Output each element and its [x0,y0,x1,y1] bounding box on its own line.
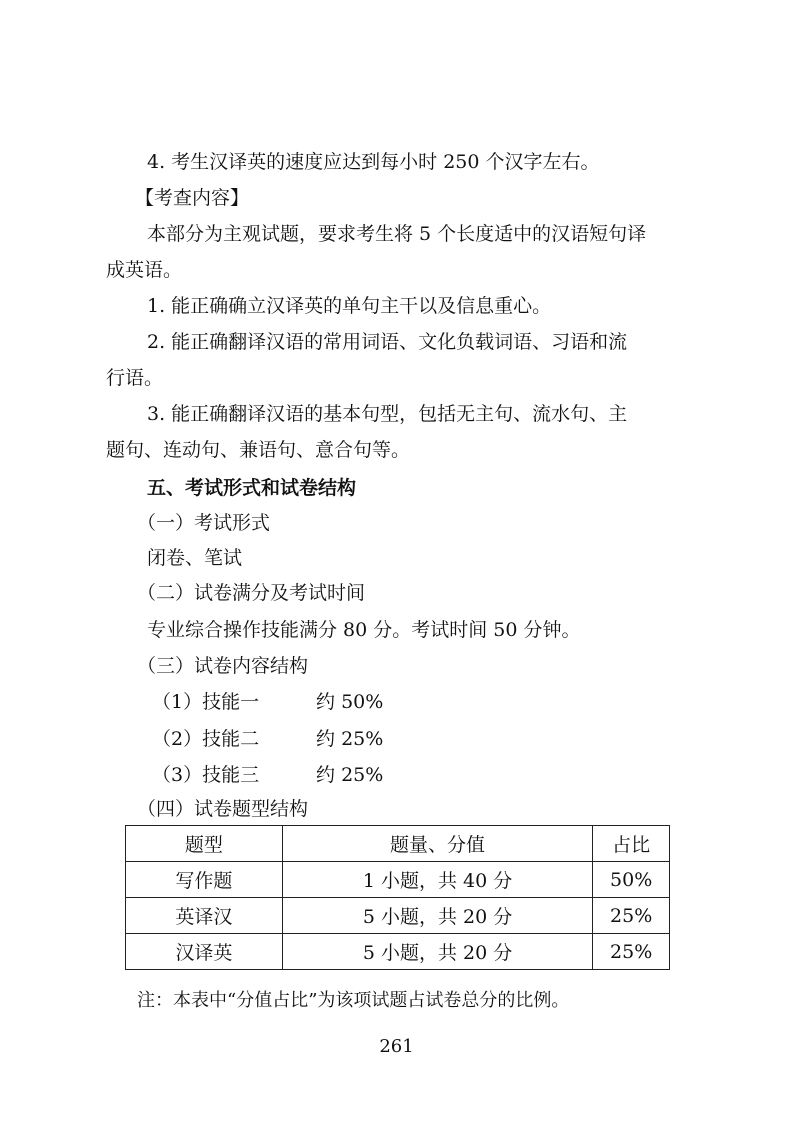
table-header-cell: 题型 [126,826,283,862]
subsection-1-text: 闭卷、笔试 [147,547,243,569]
table-cell: 5 小题，共 20 分 [282,934,593,970]
paragraph-speed: 4. 考生汉译英的速度应达到每小时 250 个汉字左右。 [147,151,600,173]
table-cell: 50% [593,862,670,898]
content-item-value: 约 50% [316,691,384,713]
content-item-1 [152,690,383,714]
paragraph-intro-line1: 本部分为主观试题，要求考生将 5 个长度适中的汉语短句译 [147,223,647,245]
paragraph-intro-line2: 成英语。 [106,259,183,281]
table-row [126,934,670,970]
subsection-2-title: （二）试卷满分及考试时间 [137,582,366,604]
table-header-cell: 题量、分值 [282,826,593,862]
table-cell: 25% [593,934,670,970]
table-cell: 1 小题，共 40 分 [282,862,593,898]
section-title: 五、考试形式和试卷结构 [147,477,357,499]
heading-exam-content: 【考查内容】 [135,187,250,209]
paragraph-item-1: 1. 能正确确立汉译英的单句主干以及信息重心。 [147,295,552,317]
table-header-row [126,826,670,862]
paragraph-item-3-line1: 3. 能正确翻译汉语的基本句型，包括无主句、流水句、主 [147,403,628,425]
content-item-value: 约 25% [316,764,384,786]
content-item-label: （3）技能三 [152,764,260,786]
subsection-1-title: （一）考试形式 [137,512,271,534]
question-type-table [125,825,670,970]
table-note: 注：本表中“分值占比”为该项试题占试卷总分的比例。 [137,990,570,1011]
content-item-value: 约 25% [316,728,384,750]
paragraph-item-2-line1: 2. 能正确翻译汉语的常用词语、文化负载词语、习语和流 [147,331,628,353]
paragraph-item-3-line2: 题句、连动句、兼语句、意合句等。 [106,439,411,461]
table-cell: 5 小题，共 20 分 [282,898,593,934]
table-header-cell: 占比 [593,826,670,862]
content-item-label: （2）技能二 [152,728,260,750]
paragraph-item-2-line2: 行语。 [106,367,164,389]
page-number: 261 [379,1036,414,1057]
table-cell: 写作题 [126,862,283,898]
content-item-2 [152,727,383,751]
table-cell: 汉译英 [126,934,283,970]
table-row [126,898,670,934]
table-cell: 25% [593,898,670,934]
subsection-4-title: （四）试卷题型结构 [137,798,309,820]
table-cell: 英译汉 [126,898,283,934]
subsection-2-text: 专业综合操作技能满分 80 分。考试时间 50 分钟。 [147,619,581,641]
content-item-3 [152,763,383,787]
subsection-3-title: （三）试卷内容结构 [137,655,309,677]
content-item-label: （1）技能一 [152,691,260,713]
table-row [126,862,670,898]
